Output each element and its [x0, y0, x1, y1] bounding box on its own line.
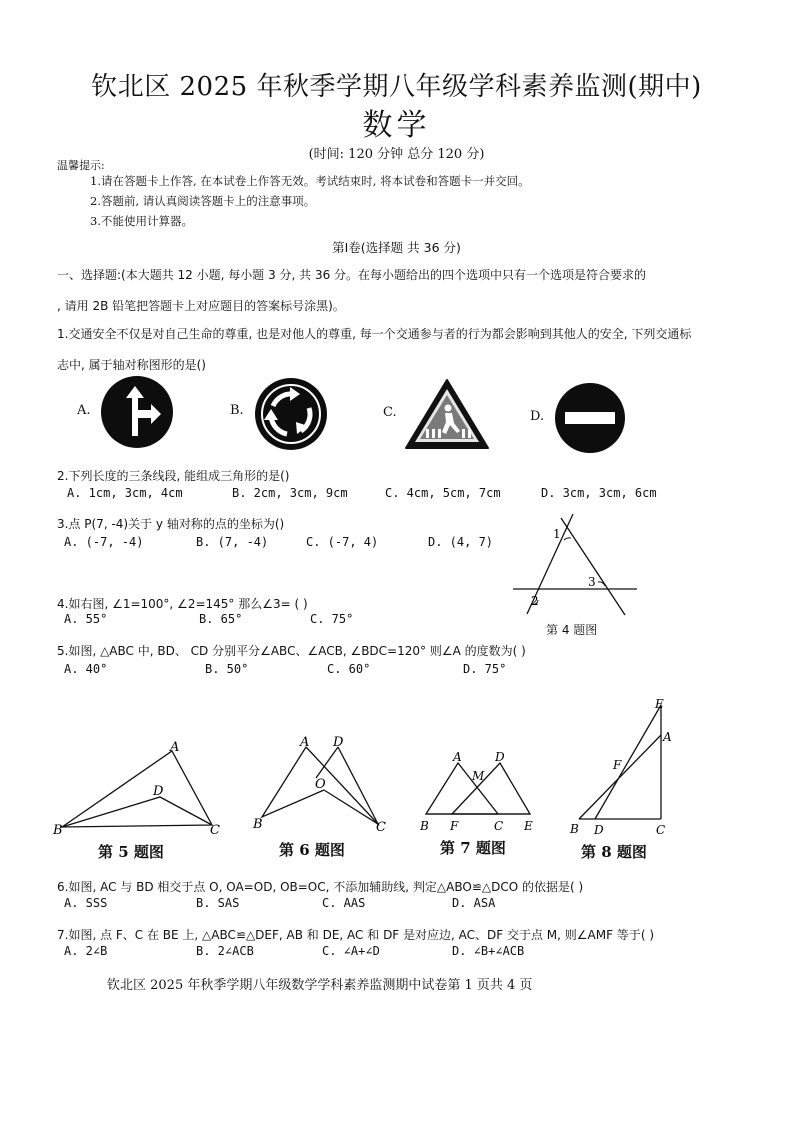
time-info: (时间: 120 分钟 总分 120 分): [308, 147, 485, 162]
instructions-line-1: 一、选择题:(本大题共 12 小题, 每小题 3 分, 共 36 分。在每小题给出的四个选项中只有一个选项是符合要求的: [57, 268, 647, 282]
no-entry-sign-icon: [553, 381, 627, 455]
question-2-text: 2.下列长度的三条线段, 能组成三角形的是(): [57, 469, 290, 483]
instructions-line-2: , 请用 2B 铅笔把答题卡上对应题目的答案标号涂黑)。: [57, 299, 345, 313]
fig7-label-d: D: [495, 750, 505, 764]
section-title: 第Ⅰ卷(选择题 共 36 分): [332, 240, 461, 255]
fig6-label-a: A: [300, 735, 310, 750]
q1-option-c-label: C.: [383, 405, 397, 420]
question-4-text: 4.如右图, ∠1=100°, ∠2=145° 那么∠3= ( ): [57, 597, 308, 611]
fig5-label-c: C: [210, 823, 220, 838]
fig6-label-c: C: [376, 820, 386, 835]
figure-8-caption: 第 8 题图: [581, 843, 647, 861]
figure-8-diagram: [565, 695, 680, 840]
q6-option-a: A. SSS: [64, 896, 108, 910]
fig7-label-c: C: [494, 819, 504, 833]
q5-option-a: A. 40°: [64, 662, 108, 676]
fig8-label-a: A: [663, 730, 672, 744]
exam-title: 钦北区 2025 年秋季学期八年级学科素养监测(期中): [91, 72, 702, 102]
q1-option-a-label: A.: [77, 403, 91, 418]
fig5-label-d: D: [153, 784, 164, 799]
q7-option-d: D. ∠B+∠ACB: [452, 944, 525, 958]
figure-6-caption: 第 6 题图: [279, 841, 345, 859]
q5-option-d: D. 75°: [463, 662, 507, 676]
q6-option-c: C. AAS: [322, 896, 366, 910]
q7-option-b: B. 2∠ACB: [196, 944, 254, 958]
roundabout-sign-icon: [253, 376, 329, 452]
fig7-label-e: E: [524, 819, 533, 833]
fig4-label-2: 2: [531, 594, 539, 608]
fig4-label-3: 3: [588, 575, 596, 589]
question-6-text: 6.如图, AC 与 BD 相交于点 O, OA=OD, OB=OC, 不添加辅助线, 判定△ABO≌△DCO 的依据是( ): [57, 880, 584, 894]
figure-7-diagram: [418, 747, 540, 837]
fig7-label-f: F: [450, 819, 459, 833]
fig5-label-a: A: [170, 740, 180, 755]
page-footer: 钦北区 2025 年秋季学期八年级数学学科素养监测期中试卷第 1 页共 4 页: [107, 978, 533, 993]
fig6-label-d: D: [333, 735, 344, 750]
q5-option-c: C. 60°: [327, 662, 371, 676]
figure-5-diagram: [50, 735, 230, 840]
fig5-label-b: B: [53, 823, 63, 838]
figure-4-diagram: [505, 512, 645, 616]
q7-option-a: A. 2∠B: [64, 944, 108, 958]
q4-option-c: C. 75°: [310, 612, 354, 626]
fig7-label-m: M: [472, 769, 485, 783]
q1-option-d-label: D.: [530, 409, 545, 424]
q4-option-a: A. 55°: [64, 612, 108, 626]
question-1-line-2: 志中, 属于轴对称图形的是(): [57, 358, 206, 372]
q2-option-c: C. 4cm, 5cm, 7cm: [385, 486, 501, 500]
subject-title: 数学: [362, 108, 431, 143]
q2-option-b: B. 2cm, 3cm, 9cm: [232, 486, 348, 500]
figure-6-diagram: [250, 732, 395, 837]
fig8-label-b: B: [570, 822, 579, 836]
question-1-line-1: 1.交通安全不仅是对自己生命的尊重, 也是对他人的尊重, 每一个交通参与者的行为都会影响到其他人的安全, 下列交通标: [57, 327, 692, 341]
fig6-label-o: O: [315, 777, 326, 792]
fig8-label-f: F: [613, 758, 622, 772]
q5-option-b: B. 50°: [205, 662, 249, 676]
fig7-label-a: A: [453, 750, 462, 764]
q3-option-b: B. (7, -4): [196, 535, 269, 549]
q6-option-d: D. ASA: [452, 896, 496, 910]
q1-option-b-label: B.: [230, 403, 244, 418]
q7-option-c: C. ∠A+∠D: [322, 944, 380, 958]
figure-4-caption: 第 4 题图: [546, 623, 598, 637]
q3-option-d: D. (4, 7): [428, 535, 494, 549]
question-5-text: 5.如图, △ABC 中, BD、 CD 分别平分∠ABC、∠ACB, ∠BDC=120° 则∠A 的度数为( ): [57, 644, 526, 658]
question-3-text: 3.点 P(7, -4)关于 y 轴对称的点的坐标为(): [57, 517, 285, 531]
q4-option-b: B. 65°: [199, 612, 243, 626]
fig7-label-b: B: [420, 819, 429, 833]
figure-7-caption: 第 7 题图: [440, 839, 506, 857]
tip-item-1: 1.请在答题卡上作答, 在本试卷上作答无效。考试结束时, 将本试卷和答题卡一并交回。: [90, 174, 530, 188]
tip-item-3: 3.不能使用计算器。: [90, 214, 193, 228]
figure-5-caption: 第 5 题图: [98, 843, 164, 861]
q2-option-a: A. 1cm, 3cm, 4cm: [67, 486, 183, 500]
q2-option-d: D. 3cm, 3cm, 6cm: [541, 486, 657, 500]
fig4-label-1: 1: [553, 527, 561, 541]
tips-label: 温馨提示:: [57, 159, 105, 172]
turn-right-or-straight-sign-icon: [99, 374, 175, 450]
pedestrian-crossing-sign-icon: [404, 377, 490, 451]
q6-option-b: B. SAS: [196, 896, 240, 910]
fig8-label-d: D: [594, 823, 604, 837]
tip-item-2: 2.答题前, 请认真阅读答题卡上的注意事项。: [90, 194, 316, 208]
fig8-label-c: C: [656, 823, 666, 837]
q3-option-a: A. (-7, -4): [64, 535, 144, 549]
fig6-label-b: B: [253, 817, 263, 832]
question-7-text: 7.如图, 点 F、C 在 BE 上, △ABC≌△DEF, AB 和 DE, AC 和 DF 是对应边, AC、DF 交于点 M, 则∠AMF 等于( ): [57, 928, 654, 942]
q3-option-c: C. (-7, 4): [306, 535, 379, 549]
fig8-label-e: E: [655, 697, 664, 711]
